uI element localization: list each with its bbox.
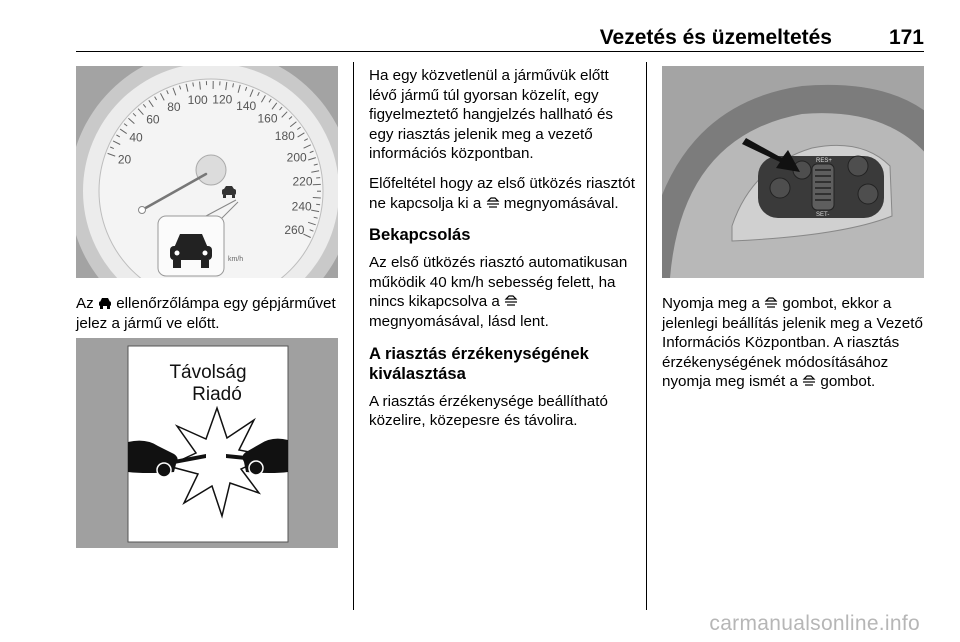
wheel-label-res: RES+ — [816, 158, 832, 164]
speedo-label: 100 — [187, 93, 208, 107]
display-line1: Távolság — [169, 362, 247, 383]
speedo-label: 80 — [167, 99, 181, 114]
col2-heading-1: Bekapcsolás — [369, 225, 471, 245]
speedo-label: 160 — [257, 111, 278, 126]
col2-text — [369, 66, 637, 441]
speedo-tick — [193, 83, 194, 87]
col2-paragraph-3: Az első ütközés riasztó automatikusan működik 40 km/h sebesség felett, ha nincs kikapcsolva a megnyomásával, lásd lent. — [369, 254, 628, 330]
page-number: 171 — [888, 26, 924, 49]
column-divider-1 — [353, 62, 354, 610]
wheel-label-set: SET- — [816, 212, 830, 218]
speedo-label: 140 — [236, 99, 257, 113]
col2-paragraph-2: Előfeltétel hogy az első ütközés riasztót ne kapcsolja ki a megnyomásával. — [369, 174, 635, 212]
page-title: Vezetés és üzemeltetés — [599, 26, 832, 49]
steering-wheel-figure — [662, 66, 924, 278]
speedometer-figure — [76, 66, 338, 278]
col3-paragraph: Nyomja meg a gombot, ekkor a jelenlegi beállítás jelenik meg a Vezető Információs Központban. A riasztás érzékenységének módosításához nyomja meg ismét a gombot. — [662, 295, 923, 391]
speedo-label: 200 — [286, 150, 307, 165]
distance-button-icon — [504, 295, 518, 307]
speedo-label: 220 — [292, 174, 313, 189]
steering-wheel-illustration — [662, 66, 924, 278]
speedo-label: 180 — [274, 129, 295, 144]
speedo-label: 40 — [129, 130, 143, 145]
col2-paragraph-4: A riasztás érzékenysége beállítható közelire, közepesre és távolira. — [369, 392, 608, 430]
speedo-label: 120 — [212, 92, 233, 107]
header-rule — [76, 51, 924, 52]
page-header — [76, 20, 924, 48]
distance-button-icon — [764, 297, 778, 309]
display-line2: Riadó — [192, 384, 242, 405]
speedo-tick — [313, 198, 321, 199]
speedo-label: 20 — [117, 152, 132, 167]
speedo-label: 260 — [284, 222, 305, 237]
distance-alert-display-figure — [76, 338, 338, 548]
distance-button-icon — [486, 197, 500, 209]
column-divider-2 — [646, 62, 647, 610]
col2-heading-2: A riasztás érzékenységének kiválasztása — [369, 343, 589, 383]
warning-car-icon-large — [158, 216, 224, 276]
distance-button-icon — [802, 375, 816, 387]
col3-text — [662, 294, 930, 402]
watermark: carmanualsonline.info — [709, 612, 920, 635]
col1-text — [76, 294, 344, 343]
distance-alert-illustration — [76, 338, 338, 548]
speedo-label: 240 — [291, 199, 312, 214]
col1-paragraph: Az ellenőrzőlámpa egy gépjárművet jelez a jármű ve előtt. — [76, 295, 336, 332]
speedo-label: 60 — [146, 112, 160, 127]
car-icon — [98, 297, 112, 309]
speedo-tick — [316, 204, 320, 205]
speedometer-illustration — [76, 66, 338, 278]
col2-paragraph-1: Ha egy közvetlenül a járművük előtt lévő jármű túl gyorsan közelít, egy figyelmeztető hangjelzés hallható és egy riasztás jelenik meg a vezető információs központban. — [369, 67, 613, 163]
speedo-unit: km/h — [228, 256, 244, 263]
